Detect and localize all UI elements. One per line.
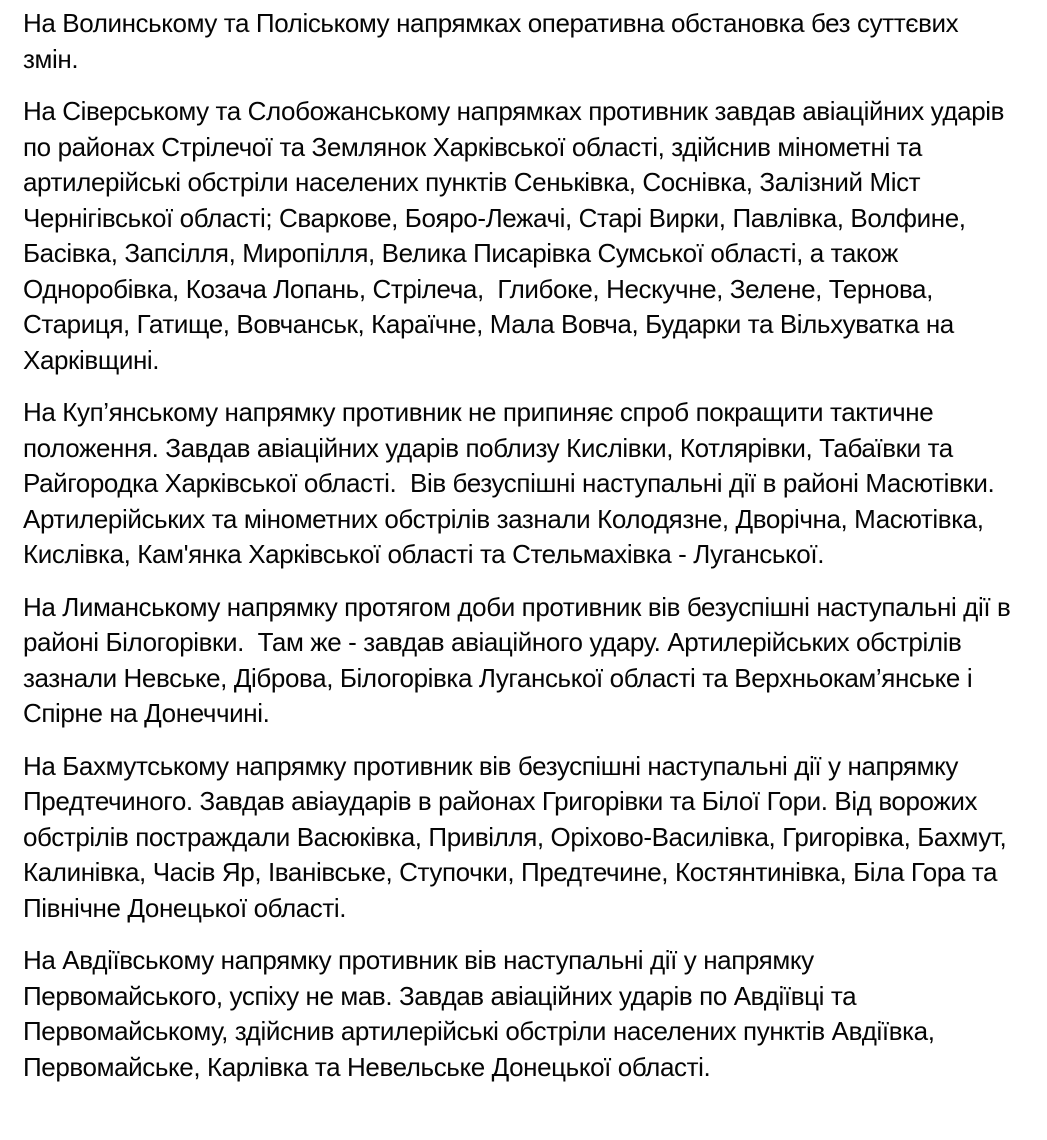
paragraph-bakhmut-direction: На Бахмутському напрямку противник вів безуспішні наступальні дії у напрямку Предтечиного. Завдав авіаударів в районах Григорівки та Білої Гори. Від ворожих обстрілів постраждали Васюківка, Привілля, Оріхово-Василівка, Григорівка, Бахмут, Калинівка, Часів Яр, Іванівське, Ступочки, Предтечине, Костянтинівка, Біла Гора та Північне Донецької області. [23, 750, 1014, 923]
paragraph-siversk-slobozhansk-direction: На Сіверському та Слобожанському напрямках противник завдав авіаційних ударів по районах Стрілечої та Землянок Харківської області, здійснив мінометні та артилерійські обстріли населених пунктів Сеньківка, Соснівка, Залізний Міст Чернігівської області; Сваркове, Бояро-Лежачі, Старі Вирки, Павлівка, Волфине, Басівка, Запсілля, Миропілля, Велика Писарівка Сумської області, а також Одноробівка, Козача Лопань, Стрілеча, Глибоке, Нескучне, Зелене, Тернова, Стариця, Гатище, Вовчанськ, Караїчне, Мала Вовча, Бударки та Вільхуватка на Харківщині. [23, 96, 1011, 375]
paragraph-volyn-polissia-direction: На Волинському та Поліському напрямках оперативна обстановка без суттєвих змін. [23, 8, 966, 74]
paragraph-avdiivka-direction: На Авдіївському напрямку противник вів наступальні дії у напрямку Первомайського, успіху не мав. Завдав авіаційних ударів по Авдіївці та Первомайському, здійснив артилерійські обстріли населених пунктів Авдіївка, Первомайське, Карлівка та Невельське Донецької області. [23, 945, 942, 1082]
paragraph-lyman-direction: На Лиманському напрямку протягом доби противник вів безуспішні наступальні дії в районі Білогорівки. Там же - завдав авіаційного удару. Артилерійських обстрілів зазнали Невське, Діброва, Білогорівка Луганської області та Верхньокам’янське і Спірне на Донеччині. [23, 591, 1018, 728]
paragraph-kupiansk-direction: На Куп’янському напрямку противник не припиняє спроб покращити тактичне положення. Завдав авіаційних ударів поблизу Кислівки, Котлярівки, Табаївки та Райгородка Харківської області. Вів безуспішні наступальні дії в районі Масютівки. Артилерійських та мінометних обстрілів зазнали Колодязне, Дворічна, Масютівка, Кислівка, Кам'янка Харківської області та Стельмахівка - Луганської. [23, 397, 1008, 569]
